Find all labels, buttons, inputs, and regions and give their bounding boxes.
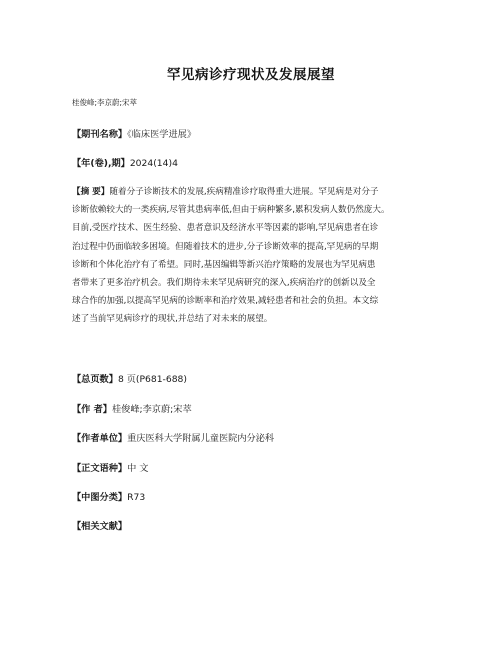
language-field: [72, 460, 148, 474]
journal-field: [72, 126, 196, 140]
abstract-line: 者带来了更多治疗机会。我们期待未来罕见病研究的深入,疾病治疗的创新以及全: [72, 278, 376, 289]
related-field: [72, 518, 127, 532]
classification-field: [72, 489, 145, 503]
author-value: 桂俊峰;李京蔚;宋萃: [111, 404, 192, 415]
pages-field: [72, 371, 187, 385]
issue-value: 2024(14)4: [129, 158, 178, 169]
abstract-section: [72, 183, 437, 329]
abstract-line: 诊断依赖较大的一类疾病,尽管其患病率低,但由于病种繁多,累积发病人数仍然庞大。: [72, 205, 390, 216]
language-value: 中 文: [127, 463, 149, 474]
document-title: 罕见病诊疗现状及发展展望: [167, 67, 335, 83]
abstract-text: 随着分子诊断技术的发展,疾病精准诊疗取得重大进展。罕见病是对分子: [109, 187, 379, 197]
issue-field: [72, 155, 178, 169]
author-field: [72, 401, 192, 415]
abstract-line: 诊断和个体化治疗有了希望。同时,基因编辑等新兴治疗策略的发展也为罕见病患: [72, 259, 376, 270]
classification-label: 【中图分类】: [72, 492, 128, 503]
pages-value: 8 页(P681-688): [117, 374, 187, 385]
affiliation-field: [72, 430, 274, 444]
abstract-line: 治过程中仍面临较多困境。但随着技术的进步,分子诊断效率的提高,罕见病的早期: [72, 241, 379, 252]
issue-label: 【年(卷),期】: [72, 158, 130, 169]
abstract-label: 【摘 要】: [72, 187, 110, 197]
related-label: 【相关文献】: [72, 521, 128, 532]
affiliation-label: 【作者单位】: [72, 433, 128, 444]
classification-value: R73: [127, 492, 146, 503]
language-label: 【正文语种】: [72, 463, 128, 474]
authors-line: 桂俊峰;李京蔚;宋萃: [72, 98, 138, 107]
pages-label: 【总页数】: [72, 374, 118, 385]
author-label: 【作 者】: [72, 404, 112, 415]
affiliation-value: 重庆医科大学附属儿童医院内分泌科: [127, 433, 275, 444]
abstract-line: 球合作的加强,以提高罕见病的诊断率和治疗效果,减轻患者和社会的负担。本文综: [72, 296, 379, 307]
journal-value: 《临床医学进展》: [127, 129, 197, 140]
journal-label: 【期刊名称】: [72, 129, 128, 140]
abstract-line: 述了当前罕见病诊疗的现状,并总结了对未来的展望。: [72, 314, 273, 325]
abstract-line: [72, 183, 437, 201]
abstract-line: 目前,受医疗技术、医生经验、患者意识及经济水平等因素的影响,罕见病患者在诊: [72, 223, 379, 234]
